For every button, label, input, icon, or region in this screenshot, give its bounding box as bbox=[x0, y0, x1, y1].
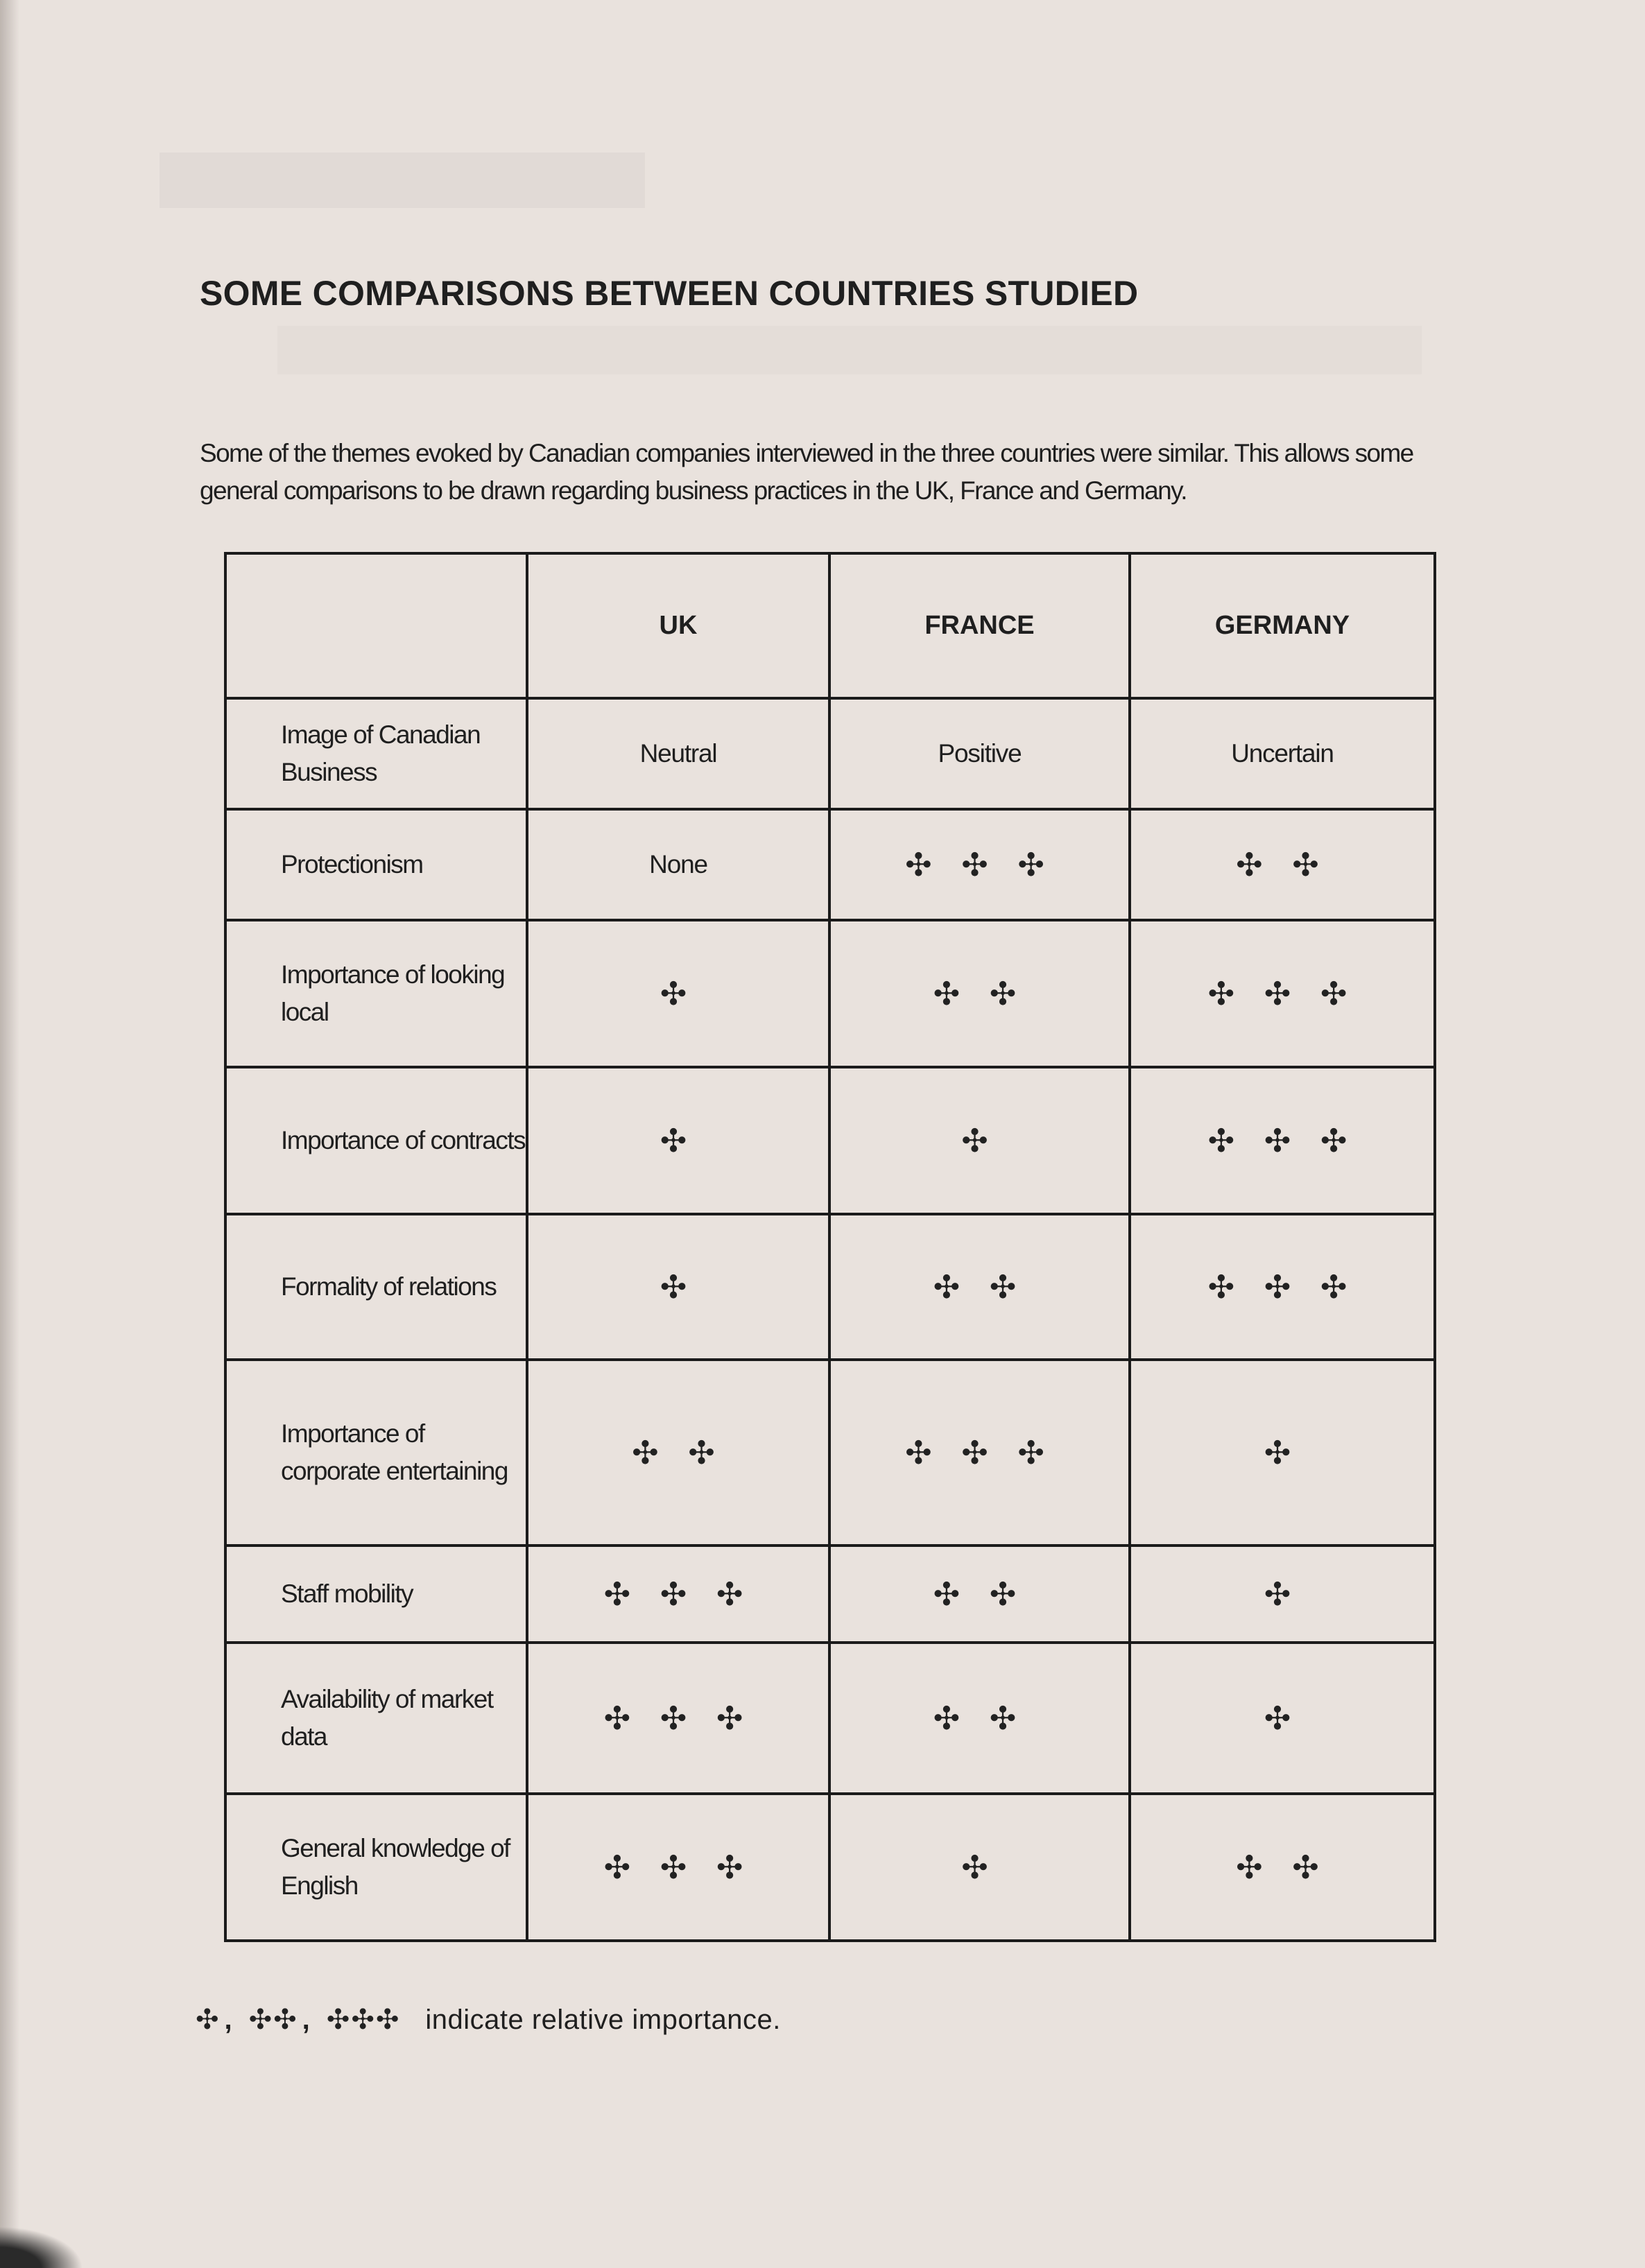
cell-france-rating: ✣ ✣ ✣ bbox=[829, 809, 1130, 920]
cell-france-rating: ✣ bbox=[829, 1067, 1130, 1214]
table-row bbox=[225, 1794, 1435, 1941]
cell-germany-rating: ✣ ✣ bbox=[1130, 809, 1435, 920]
cell-uk-rating: ✣ bbox=[527, 1214, 829, 1360]
legend-two-plus-icon: ✣✣ bbox=[248, 2004, 298, 2036]
table-row bbox=[225, 1546, 1435, 1643]
cell-uk-rating: ✣ ✣ bbox=[527, 1360, 829, 1546]
bleed-through-shadow bbox=[277, 326, 1422, 374]
table-row bbox=[225, 1214, 1435, 1360]
header-empty-cell bbox=[225, 553, 527, 698]
row-label: Staff mobility bbox=[225, 1546, 527, 1643]
intro-paragraph: Some of the themes evoked by Canadian companies interviewed in the three countries were similar. This allows some general comparisons to be drawn regarding business practices in the UK, France and Germany. bbox=[200, 439, 1413, 505]
cell-uk-rating: ✣ ✣ ✣ bbox=[527, 1546, 829, 1643]
cell-france-rating: ✣ ✣ ✣ bbox=[829, 1360, 1130, 1546]
cell-germany: Uncertain bbox=[1130, 698, 1435, 809]
table-row bbox=[225, 920, 1435, 1067]
cell-france-rating: ✣ ✣ bbox=[829, 1546, 1130, 1643]
cell-uk-rating: ✣ ✣ ✣ bbox=[527, 1794, 829, 1941]
cell-uk-rating: ✣ bbox=[527, 1067, 829, 1214]
page-title: SOME COMPARISONS BETWEEN COUNTRIES STUDIED bbox=[200, 273, 1139, 313]
row-label: Importance of contracts bbox=[225, 1067, 527, 1214]
cell-uk-rating: ✣ ✣ ✣ bbox=[527, 1643, 829, 1794]
cell-germany-rating: ✣ ✣ ✣ bbox=[1130, 1067, 1435, 1214]
row-label: Protectionism bbox=[225, 809, 527, 920]
cell-germany-rating: ✣ ✣ bbox=[1130, 1794, 1435, 1941]
row-label: Formality of relations bbox=[225, 1214, 527, 1360]
column-header-uk: UK bbox=[527, 553, 829, 698]
column-header-france: FRANCE bbox=[829, 553, 1130, 698]
rating-legend bbox=[196, 2004, 781, 2036]
bleed-through-shadow bbox=[160, 153, 645, 208]
table-row bbox=[225, 1067, 1435, 1214]
table-row bbox=[225, 1360, 1435, 1546]
legend-separator: , bbox=[302, 2004, 310, 2035]
cell-france-rating: ✣ ✣ bbox=[829, 1214, 1130, 1360]
table-row bbox=[225, 1643, 1435, 1794]
cell-germany-rating: ✣ ✣ ✣ bbox=[1130, 1214, 1435, 1360]
column-header-germany: GERMANY bbox=[1130, 553, 1435, 698]
cell-germany-rating: ✣ bbox=[1130, 1643, 1435, 1794]
legend-three-plus-icon: ✣✣✣ bbox=[326, 2004, 401, 2036]
legend-separator: , bbox=[224, 2004, 232, 2035]
cell-germany-rating: ✣ bbox=[1130, 1546, 1435, 1643]
cell-uk: Neutral bbox=[527, 698, 829, 809]
legend-text: indicate relative importance. bbox=[425, 2004, 781, 2035]
table-header-row bbox=[225, 553, 1435, 698]
cell-uk: None bbox=[527, 809, 829, 920]
page-corner-shadow bbox=[0, 2226, 83, 2268]
page-edge-shadow bbox=[0, 0, 19, 2268]
comparison-table bbox=[224, 552, 1436, 1942]
row-label: Availability of market data bbox=[225, 1643, 527, 1794]
row-label: Image of Canadian Business bbox=[225, 698, 527, 809]
cell-france-rating: ✣ ✣ bbox=[829, 1643, 1130, 1794]
cell-germany-rating: ✣ bbox=[1130, 1360, 1435, 1546]
table-row bbox=[225, 698, 1435, 809]
legend-one-plus-icon: ✣ bbox=[196, 2004, 221, 2036]
cell-germany-rating: ✣ ✣ ✣ bbox=[1130, 920, 1435, 1067]
cell-france: Positive bbox=[829, 698, 1130, 809]
row-label: General knowledge of English bbox=[225, 1794, 527, 1941]
cell-france-rating: ✣ ✣ bbox=[829, 920, 1130, 1067]
cell-uk-rating: ✣ bbox=[527, 920, 829, 1067]
table-row bbox=[225, 809, 1435, 920]
cell-france-rating: ✣ bbox=[829, 1794, 1130, 1941]
row-label: Importance of looking local bbox=[225, 920, 527, 1067]
row-label: Importance of corporate entertaining bbox=[225, 1360, 527, 1546]
